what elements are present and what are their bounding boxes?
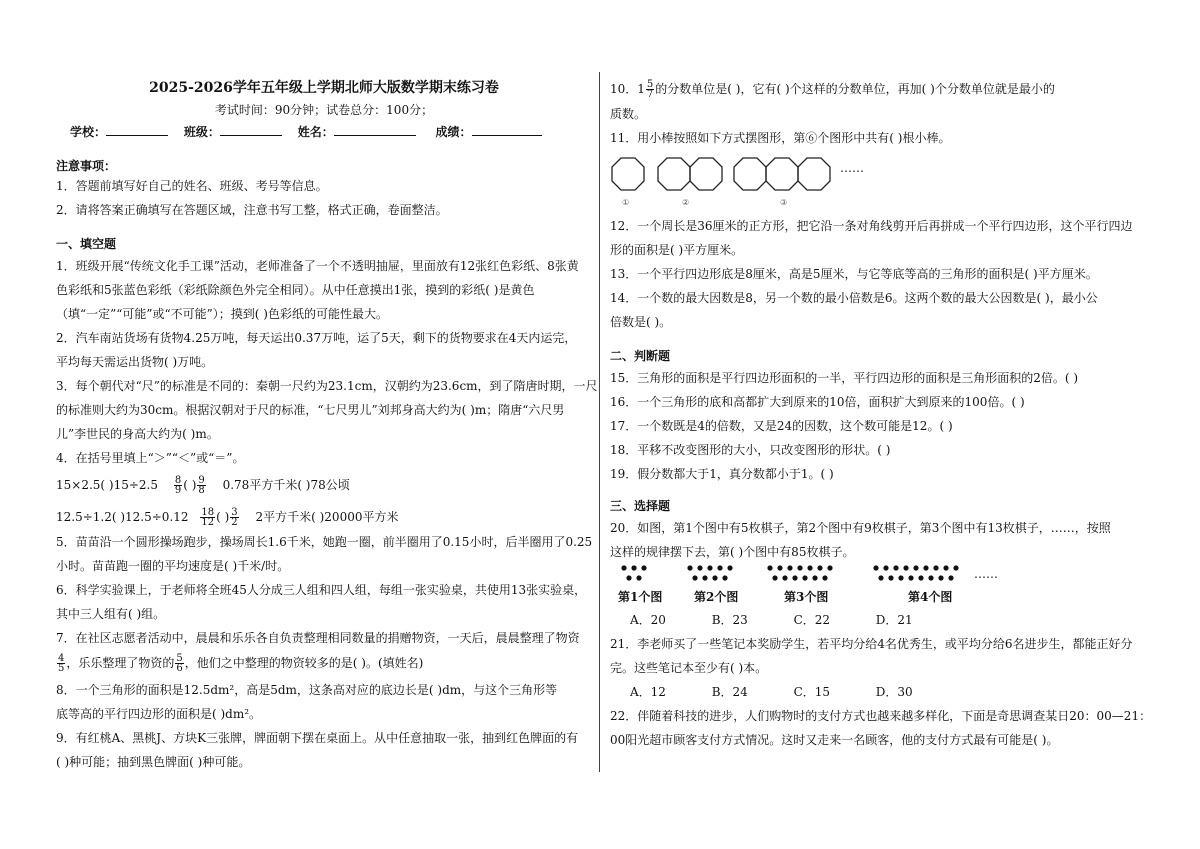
question-text: 色彩纸和5张蓝色彩纸（彩纸除颜色外完全相同）。从中任意摸出1张，摸到的彩纸( )是黄色 (56, 283, 535, 297)
compare-item: 2平方千米( )20000平方米 (255, 510, 399, 524)
question-text: 22．伴随着科技的进步，人们购物时的支付方式也越来越多样化，下面是奇思调查某日20：00—21： (610, 709, 1152, 723)
question-text: $\frac{4}{5}$ ，乐乐整理了物资的 $\frac{5}{6}$ ，他们之中整理的物资较多的是( )。(填姓名) (58, 653, 424, 674)
figure-caption: 第4个图 (908, 590, 953, 604)
compare-row-2 (56, 508, 398, 527)
question-text: 15．三角形的面积是平行四边形面积的一半，平行四边形的面积是三角形面积的2倍。( ) (610, 371, 1079, 385)
octagon-shape (690, 158, 722, 190)
question-text: 00阳光超市顾客支付方式情况。这时又走来一名顾客，他的支付方式最有可能是( )。 (610, 733, 1059, 747)
school-label: 学校： (70, 125, 107, 139)
fraction: $\frac{5}{6}$ (176, 653, 183, 674)
info-fields (70, 124, 542, 140)
question-text: 儿”李世民的身高大约为( )m。 (56, 427, 219, 441)
note-item: 2．请将答案正确填写在答题区域，注意书写工整，格式正确，卷面整洁。 (56, 203, 448, 217)
question-text: 16．一个三角形的底和高都扩大到原来的10倍，面积扩大到原来的100倍。( ) (610, 395, 1025, 409)
question-text: 9．有红桃A、黑桃J、方块K三张牌，牌面朝下摆在桌面上。从中任意抽取一张，抽到红色牌面的有 (56, 731, 579, 745)
figure-label: ② (682, 198, 690, 207)
question-text: 14．一个数的最大因数是8，另一个数的最小倍数是6。这两个数的最大公因数是( )，最小公 (610, 291, 1098, 305)
page-title: 2025-2026学年五年级上学期北师大版数学期末练习卷 (149, 80, 499, 96)
question-text: （填“一定”“可能”或“不可能”）；摸到( )色彩纸的可能性最大。 (56, 307, 388, 321)
octagon-shape (798, 158, 830, 190)
question-text: 2．汽车南站货场有货物4.25万吨，每天运出0.37万吨，运了5天，剩下的货物要求在4天内运完， (56, 331, 577, 345)
question-text: 完。这些笔记本至少有( )本。 (610, 661, 768, 675)
question-text: 5．苗苗沿一个圆形操场跑步，操场周长1.6千米，她跑一圈，前半圈用了0.15小时，后半圈用了0.25 (56, 535, 593, 549)
question-text: 1．班级开展“传统文化手工课”活动，老师准备了一个不透明抽屉，里面放有12张红色彩纸、8张黄 (56, 259, 579, 273)
question-text: 13．一个平行四边形底是8厘米，高是5厘米，与它等底等高的三角形的面积是( )平方厘米。 (610, 267, 1098, 281)
question-text: 19．假分数都大于1，真分数都小于1。( ) (610, 467, 834, 481)
figure-label: ① (622, 198, 630, 207)
figure-caption: 第3个图 (784, 590, 829, 604)
class-label: 班级： (183, 125, 220, 139)
class-input[interactable] (220, 124, 282, 136)
octagon-shape (766, 158, 798, 190)
question-text: 底等高的平行四边形的面积是( )dm²。 (56, 707, 262, 721)
question-text: 6．科学实验课上，于老师将全班45人分成三人组和四人组，每组一张实验桌，共使用13张实验桌， (56, 583, 587, 597)
fraction: $\frac{8}{9}$ (174, 475, 182, 496)
question-text: 3．每个朝代对“尺”的标准是不同的：秦朝一尺约为23.1cm，汉朝约为23.6cm，到了隋唐时期，一尺 (56, 379, 598, 393)
question-text: 小时。苗苗跑一圈的平均速度是( )千米/时。 (56, 559, 290, 573)
notes-heading: 注意事项： (56, 159, 117, 173)
question-text: 4．在括号里填上“＞”“＜”或“＝”。 (56, 451, 245, 465)
options: A．12 B．24 C．15 D．30 (630, 685, 913, 699)
compare-item: ( ) (216, 510, 230, 524)
fraction: $\frac{9}{8}$ (198, 475, 205, 496)
exam-info: 考试时间：90分钟；试卷总分：100分； (214, 103, 434, 117)
options: A．20 B．23 C．22 D．21 (630, 613, 913, 627)
question-text: 这样的规律摆下去，第( )个图中有85枚棋子。 (610, 545, 855, 559)
section-heading-fill: 一、填空题 (56, 237, 117, 251)
question-text: 7．在社区志愿者活动中，晨晨和乐乐各自负责整理相同数量的捐赠物资，一天后，晨晨整理了物资 (56, 631, 580, 645)
octagon-shape (658, 158, 690, 190)
question-text: 的标准则大约为30cm。根据汉朝对于尺的标准，“七尺男儿”刘邦身高大约为( )m；隋唐“六尺男 (56, 403, 565, 417)
question-text: 18．平移不改变图形的大小，只改变图形的形状。( ) (610, 443, 891, 457)
question-text: 8．一个三角形的面积是12.5dm²，高是5dm，这条高对应的底边长是( )dm，与这个三角形等 (56, 683, 558, 697)
question-text: 质数。 (610, 107, 647, 121)
question-text: 其中三人组有( )组。 (56, 607, 166, 621)
question-text: 12．一个周长是36厘米的正方形，把它沿一条对角线剪开后再拼成一个平行四边形，这个平行四边 (610, 219, 1133, 233)
school-input[interactable] (106, 124, 168, 136)
name-label: 姓名： (297, 125, 334, 139)
octagon-figures (610, 154, 850, 196)
question-text: 形的面积是( )平方厘米。 (610, 243, 744, 257)
figure-label: ③ (780, 198, 788, 207)
question-text: 11．用小棒按照如下方式摆图形，第⑥个图形中共有( )根小棒。 (610, 131, 951, 145)
compare-item: 15×2.5( )15÷2.5 (56, 478, 158, 492)
octagon-shape (734, 158, 766, 190)
question-text: 21．李老师买了一些笔记本奖励学生，若平均分给4名优秀生，或平均分给6名进步生，都能正好分 (610, 637, 1133, 651)
ellipsis: …… (974, 567, 998, 581)
fraction: $\frac{5}{7}$ (646, 79, 654, 100)
figure-caption: 第1个图 (618, 590, 663, 604)
note-item: 1．答题前填写好自己的姓名、班级、考号等信息。 (56, 179, 328, 193)
compare-item: 12.5÷1.2( )12.5÷0.12 (56, 510, 189, 524)
fraction: $\frac{18}{12}$ (201, 507, 215, 528)
section-heading-choice: 三、选择题 (610, 499, 671, 513)
chess-dot-figures (610, 562, 1030, 586)
compare-item: 0.78平方千米( )78公顷 (222, 478, 350, 492)
compare-row-1 (56, 476, 350, 495)
ellipsis: …… (840, 161, 864, 175)
compare-item: ( ) (183, 478, 197, 492)
figure-caption: 第2个图 (694, 590, 739, 604)
question-text: 17．一个数既是4的倍数，又是24的因数，这个数可能是12。( ) (610, 419, 953, 433)
question-text: ( )种可能；抽到黑色牌面( )种可能。 (56, 755, 251, 769)
score-label: 成绩： (435, 125, 472, 139)
column-divider (599, 72, 600, 772)
name-input[interactable] (334, 124, 416, 136)
section-heading-judge: 二、判断题 (610, 349, 671, 363)
fraction: $\frac{4}{5}$ (58, 653, 65, 674)
fraction: $\frac{3}{2}$ (231, 507, 238, 528)
question-text: 平均每天需运出货物( )万吨。 (56, 355, 214, 369)
score-input[interactable] (472, 124, 542, 136)
question-text: 倍数是( )。 (610, 315, 672, 329)
question-text: 10．1 $\frac{5}{7}$ 的分数单位是( )，它有( )个这样的分数单位，再加( )个分数单位就是最小的 (610, 79, 1055, 100)
octagon-shape (612, 158, 644, 190)
question-text: 20．如图，第1个图中有5枚棋子，第2个图中有9枚棋子，第3个图中有13枚棋子，……，按照 (610, 521, 1111, 535)
